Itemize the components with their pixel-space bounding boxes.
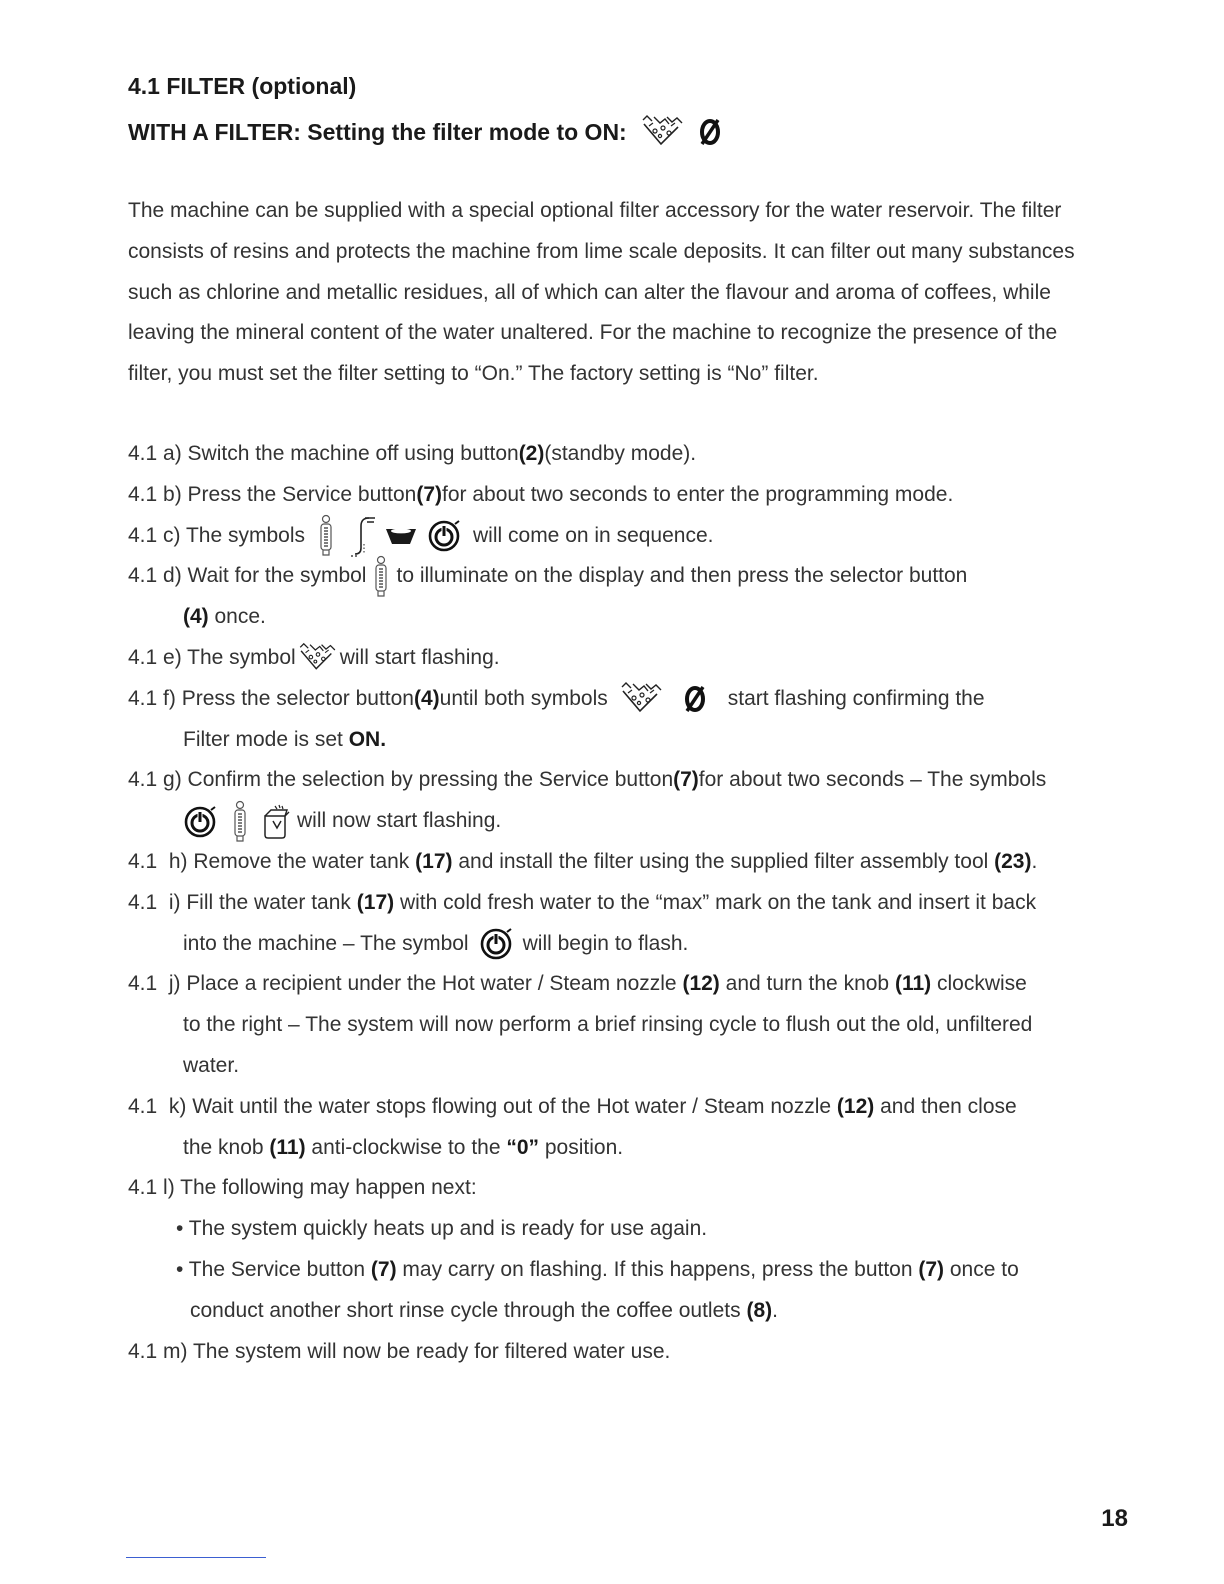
step-b [128,475,1103,516]
step-text: start flashing confirming the [727,686,985,710]
step-text: 4.1 e) The symbol [128,645,296,669]
page-number: 18 [1101,1505,1128,1532]
section-subtitle [128,114,723,150]
step-text: 4.1 f) Press the selector button [128,686,414,710]
subtitle-text: WITH A FILTER: Setting the filter mode to ON: [128,118,627,145]
step-text: anti-clockwise to the [305,1135,507,1159]
button-ref: (7) [673,768,699,792]
power-icon [479,927,513,961]
step-text: 4.1 a) Switch the machine off using button [128,442,519,465]
intro-paragraph: The machine can be supplied with a special optional filter accessory for the water reservoir. The filter consists of resins and protects the machine from lime scale deposits. It can filter out many substances such as chlorine and metallic residues, all of which can alter the flavour and aroma of coffees, while leaving the mineral content of the water unaltered. For the machine to recognize the presence of the filter, you must set the filter setting to “On.” The factory setting is “No” filter. [128,199,1075,386]
step-text: 4.1 h) Remove the water tank [128,849,416,873]
filter-icon [641,114,685,150]
step-text: the knob [183,1135,270,1159]
filter-icon [298,642,338,674]
bullet-text: • The Service button [176,1257,371,1281]
step-text: 4.1 g) Confirm the selection by pressing the Service button [128,768,674,792]
step-list [128,434,1103,1372]
step-text: water. [183,1053,240,1077]
part-ref: (23) [994,849,1032,873]
part-ref: (12) [836,1094,875,1118]
filter-icon [620,681,664,717]
step-f [128,679,1103,720]
bullet-text: • The system quickly heats up and is ready for use again. [176,1217,708,1241]
step-i [128,883,1103,924]
steam-nozzle-icon [347,514,377,558]
step-m [128,1332,1103,1373]
step-text: for about two seconds – The symbols [698,768,1047,792]
step-a [128,434,1103,475]
step-text: 4.1 b) Press the Service button [128,482,417,506]
step-i-cont [128,924,1103,965]
button-ref: (7) [416,482,442,506]
part-ref: (17) [356,890,395,914]
filter-on-icon [682,684,708,714]
footer-divider [126,1557,266,1558]
part-ref: (17) [415,849,453,873]
step-text: and turn the knob [719,972,895,996]
step-j [128,964,1103,1005]
step-text: (standby mode). [544,442,697,465]
step-e [128,638,1103,679]
step-c [128,516,1103,557]
power-icon [183,805,217,839]
bullet-text: . [772,1298,778,1322]
water-tank-icon [259,804,293,840]
filter-on-icon [697,117,723,147]
step-text: will begin to flash. [522,931,689,955]
step-d-cont [128,597,1103,638]
step-j-cont2 [128,1046,1103,1087]
filter-cartridge-icon [233,800,247,844]
step-text: 4.1 k) Wait until the water stops flowing out of the Hot water / Steam nozzle [128,1094,837,1118]
button-ref: (4) [183,605,209,629]
step-text: 4.1 m) The system will now be ready for filtered water use. [128,1339,671,1363]
filter-cartridge-icon [374,555,388,599]
button-ref: (4) [413,686,440,710]
part-ref: (11) [269,1135,306,1159]
step-text: will start flashing. [339,645,500,669]
step-d [128,556,1103,597]
step-text: to illuminate on the display and then press the selector button [396,564,968,588]
step-text: 4.1 d) Wait for the symbol [128,564,367,588]
step-text: will now start flashing. [297,809,502,833]
step-k [128,1087,1103,1128]
filter-cartridge-icon [319,514,333,558]
step-text: 4.1 j) Place a recipient under the Hot water / Steam nozzle [128,972,683,996]
step-l [128,1168,1103,1209]
step-g [128,760,1103,801]
part-ref: (11) [894,972,932,996]
step-text: . [1031,849,1038,873]
bullet-text: once to [944,1257,1019,1281]
step-text: with cold fresh water to the “max” mark on the tank and insert it back [394,890,1037,914]
step-k-cont [128,1128,1103,1169]
step-f-cont [128,720,1103,761]
step-l-bullet-2-cont [128,1291,1103,1332]
step-text: to the right – The system will now perform a brief rinsing cycle to flush out the old, unfiltered [183,1013,1033,1037]
step-text: clockwise [931,972,1027,996]
button-ref: (2) [518,442,545,465]
step-h [128,842,1103,883]
step-l-bullet-2 [128,1250,1103,1291]
bullet-text: may carry on flashing. If this happens, press the button [396,1257,919,1281]
part-ref: (8) [746,1298,773,1322]
section-title: 4.1 FILTER (optional) [128,73,357,99]
step-text: for about two seconds to enter the programming mode. [442,482,954,506]
step-text: once. [208,605,266,629]
step-text: until both symbols [439,686,608,710]
step-text: 4.1 l) The following may happen next: [128,1176,477,1200]
bullet-text: conduct another short rinse cycle through the coffee outlets [190,1298,747,1322]
coffee-cup-icon [383,523,419,549]
step-text: 4.1 c) The symbols [128,523,306,547]
step-text: 4.1 i) Fill the water tank [128,890,357,914]
step-text: position. [539,1135,624,1159]
step-text: Filter mode is set [183,727,349,751]
step-text: and install the filter using the supplied filter assembly tool [452,849,995,873]
step-text: into the machine – The symbol [183,931,469,955]
button-ref: (7) [918,1257,945,1281]
part-ref: (12) [682,972,720,996]
button-ref: (7) [370,1257,397,1281]
filter-on-label: ON. [348,727,387,751]
step-text: and then close [874,1094,1017,1118]
position-ref: “0” [506,1135,540,1159]
step-g-cont [128,801,1103,842]
step-l-bullet-1 [128,1209,1103,1250]
step-text: will come on in sequence. [473,523,714,547]
power-icon [427,519,461,553]
step-j-cont [128,1005,1103,1046]
